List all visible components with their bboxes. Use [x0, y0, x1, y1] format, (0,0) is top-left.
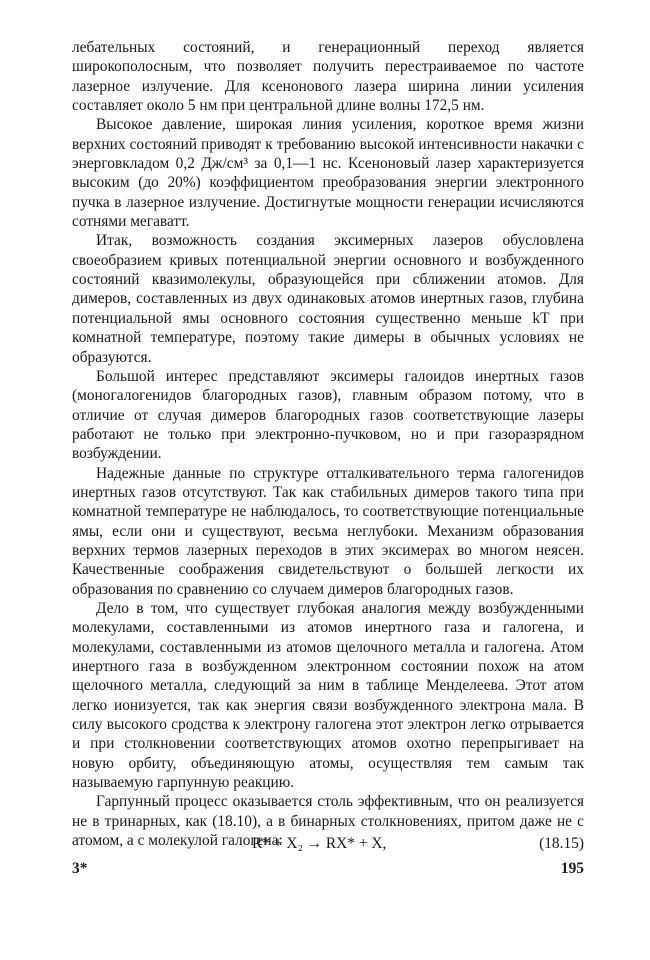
- signature-mark: 3*: [72, 860, 88, 877]
- paragraph: Высокое давление, широкая линия усиления, короткое время жизни верхних состояний приводят к требованию высокой интенсивности накачки с энерговкладом 0,2 Дж/см³ за 0,1—1 нс. Ксеноновый лазер характеризуется высоким (до 20%) коэффициентом преобразования энергии электронного пучка в лазерное излучение. Достигнутые мощности генерации исчисляются сотнями мегаватт.: [72, 116, 584, 231]
- paragraph: Большой интерес представляют эксимеры галоидов инертных газов (моногалогенидов благородных газов), главным образом потому, что в отличие от случая димеров благородных газов соответствующие лазеры работают не только при электронно-пучковом, но и при газоразрядном возбуждении.: [72, 367, 584, 463]
- paragraph: Дело в том, что существует глубокая аналогия между возбужденными молекулами, составленными из атомов инертного газа и галогена, и молекулами, составленными из атомов щелочного металла и галогена. Атом инертного газа в возбужденном электронном состоянии похож на атом щелочного металла, следующий за ним в таблице Менделеева. Этот атом легко ионизуется, так как энергия связи возбужденного электрона мала. В силу высокого сродства к электрону галогена этот электрон легко отрывается и при столкновении соответствующих атомов охотно перепрыгивает на новую орбиту, объединяющую атомы, осуществляя тем самым так называемую гарпунную реакцию.: [72, 599, 584, 792]
- equation-number: (18.15): [539, 835, 584, 852]
- paragraph: Итак, возможность создания эксимерных лазеров обусловлена своеобразием кривых потенциальной энергии основного и возбужденного состояний квазимолекулы, образующейся при сближении атомов. Для димеров, составленных из двух одинаковых атомов инертных газов, глубина потенциальной ямы основного состояния существенно меньше kT при комнатной температуре, поэтому такие димеры в обычных условиях не образуются.: [72, 232, 584, 366]
- equation-body: R* + X₂ → RX* + X,: [252, 835, 387, 852]
- page-number: 195: [560, 860, 584, 877]
- paragraph-continued: лебательных состояний, и генерационный переход является широкополосным, что позволяет получить перестраиваемое по частоте лазерное излучение. Для ксенонового лазера ширина линии усиления составляет около 5 нм при центральной длине волны 172,5 нм.: [72, 39, 584, 115]
- body-text: [72, 38, 584, 850]
- page-footer: [72, 860, 584, 882]
- paragraph: Надежные данные по структуре отталкивательного терма галогенидов инертных газов отсутствуют. Так как стабильных димеров такого типа при комнатной температуре не наблюдалось, то соответствующие потенциальные ямы, если они и существуют, весьма неглубоки. Механизм образования верхних термов лазерных переходов в этих эксимерах во многом неясен. Качественные соображения свидетельствуют о большей легкости их образования по сравнению со случаем димеров благородных газов.: [72, 464, 584, 598]
- paragraph: Гарпунный процесс оказывается столь эффективным, что он реализуется не в тринарных, как (18.10), а в бинарных столкновениях, притом даже не с атомом, а с молекулой галогена:: [72, 793, 584, 850]
- equation-18-15: [72, 835, 584, 857]
